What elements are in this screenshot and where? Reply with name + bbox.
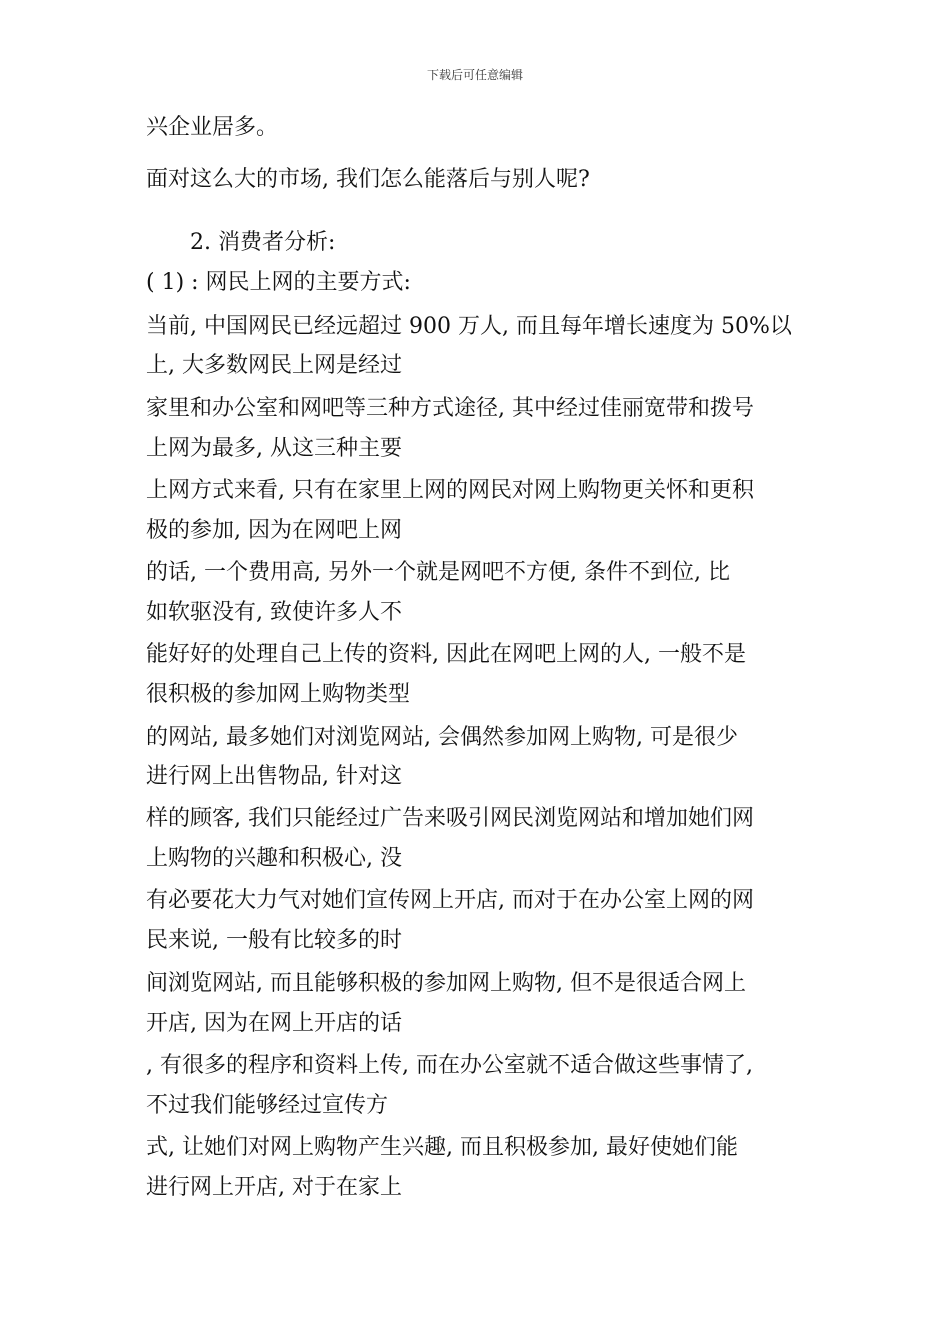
subsection-heading: ( 1) : 网民上网的主要方式: xyxy=(146,270,411,295)
text-line: 进行网上出售物品, 针对这 xyxy=(146,764,402,789)
text-line: 开店, 因为在网上开店的话 xyxy=(146,1011,402,1036)
text-line: 有必要花大力气对她们宣传网上开店, 而对于在办公室上网的网 xyxy=(146,888,754,913)
page-header: 下载后可任意编辑 xyxy=(426,68,523,82)
section-heading: 2. 消费者分析: xyxy=(190,230,336,255)
text-line: 如软驱没有, 致使许多人不 xyxy=(146,600,402,625)
text-line: 上网方式来看, 只有在家里上网的网民对网上购物更关怀和更积 xyxy=(146,478,754,503)
text-line: 进行网上开店, 对于在家上 xyxy=(146,1175,402,1200)
text-line: 样的顾客, 我们只能经过广告来吸引网民浏览网站和增加她们网 xyxy=(146,806,754,831)
text-line: 当前, 中国网民已经远超过 900 万人, 而且每年增长速度为 50%以 xyxy=(146,314,792,339)
text-line: 上网为最多, 从这三种主要 xyxy=(146,436,402,461)
text-line: 的网站, 最多她们对浏览网站, 会偶然参加网上购物, 可是很少 xyxy=(146,725,738,750)
text-line: , 有很多的程序和资料上传, 而在办公室就不适合做这些事情了, xyxy=(146,1053,753,1078)
text-line: 不过我们能够经过宣传方 xyxy=(146,1093,389,1118)
text-line: 民来说, 一般有比较多的时 xyxy=(146,928,402,953)
text-line: 上购物的兴趣和积极心, 没 xyxy=(146,846,402,871)
text-line: 兴企业居多。 xyxy=(146,115,279,140)
text-line: 间浏览网站, 而且能够积极的参加网上购物, 但不是很适合网上 xyxy=(146,971,746,996)
text-line: 很积极的参加网上购物类型 xyxy=(146,682,411,707)
text-line: 极的参加, 因为在网吧上网 xyxy=(146,518,402,543)
text-line: 能好好的处理自己上传的资料, 因此在网吧上网的人, 一般不是 xyxy=(146,642,746,667)
text-line: 面对这么大的市场, 我们怎么能落后与别人呢? xyxy=(146,167,590,192)
text-line: 家里和办公室和网吧等三种方式途径, 其中经过佳丽宽带和拨号 xyxy=(146,396,754,421)
text-line: 上, 大多数网民上网是经过 xyxy=(146,353,402,378)
text-line: 式, 让她们对网上购物产生兴趣, 而且积极参加, 最好使她们能 xyxy=(146,1135,738,1160)
text-line: 的话, 一个费用高, 另外一个就是网吧不方便, 条件不到位, 比 xyxy=(146,560,730,585)
